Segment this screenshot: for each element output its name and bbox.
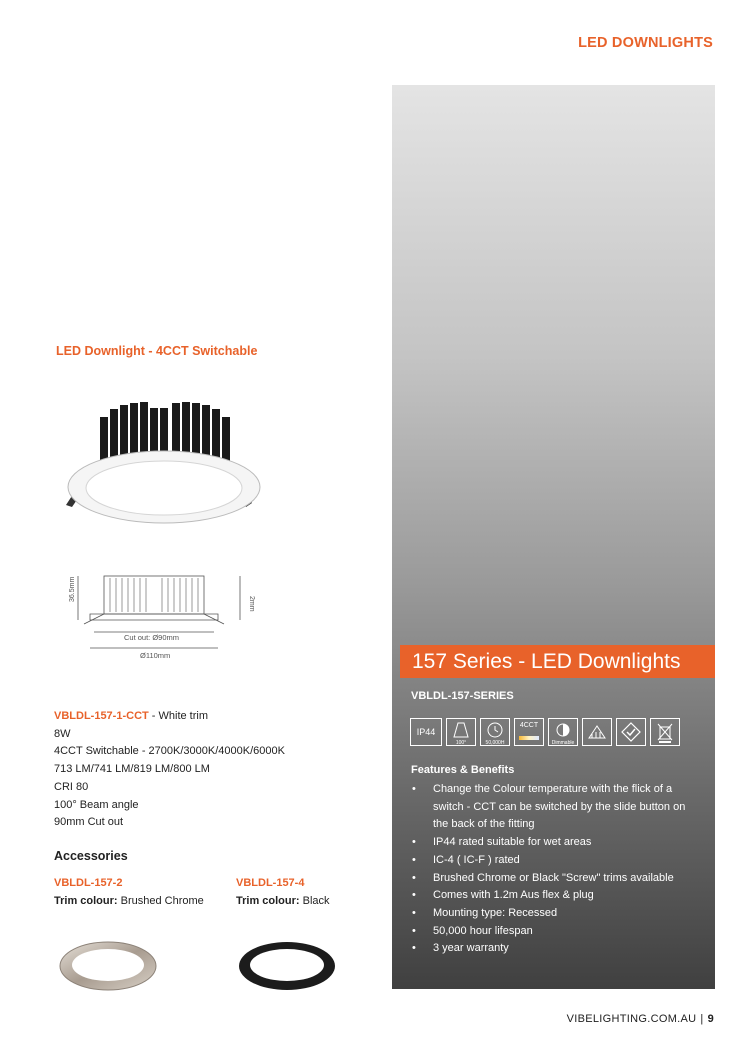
- spec-line: CRI 80: [54, 780, 89, 793]
- dim-cutout: Cut out: Ø90mm: [124, 633, 180, 642]
- spec-code-suffix: - White trim: [148, 710, 209, 722]
- accessory-code: VBLDL-157-2: [54, 877, 123, 889]
- downlight-photo: [52, 395, 272, 530]
- certification-icons: [410, 718, 680, 746]
- feature-item: • 50,000 hour lifespan: [411, 923, 701, 941]
- spec-line: 713 LM/741 LM/819 LM/800 LM: [54, 763, 210, 776]
- footer-site-link[interactable]: VIBELIGHTING.COM.AU: [566, 1013, 697, 1025]
- feature-item: • Mounting type: Recessed: [411, 905, 701, 923]
- dimension-drawing: [64, 568, 264, 663]
- 4cct-label: 4CCT: [519, 722, 539, 729]
- footer-separator: |: [700, 1013, 704, 1025]
- feature-item: • Brushed Chrome or Black "Screw" trims available: [411, 870, 701, 888]
- lifespan-icon: [480, 718, 510, 746]
- accessory-item: [236, 875, 330, 910]
- accessory-code: VBLDL-157-4: [236, 877, 305, 889]
- trim-label: Trim colour:: [54, 894, 118, 907]
- spec-line: 8W: [54, 727, 71, 740]
- section-header: LED DOWNLIGHTS: [578, 35, 713, 51]
- feature-item: • Comes with 1.2m Aus flex & plug: [411, 887, 701, 905]
- dimmable-icon: [548, 718, 578, 746]
- feature-item: • Change the Colour temperature with the flick of a switch - CCT can be switched by the slide button on the back of the fitting: [411, 781, 701, 834]
- product-title: LED Downlight - 4CCT Switchable: [56, 344, 258, 358]
- spec-code: VBLDL-157-1-CCT: [54, 710, 149, 722]
- dimmable-label: Dimmable: [551, 740, 575, 746]
- series-code: VBLDL-157-SERIES: [411, 690, 514, 702]
- feature-item: • IC-4 ( IC-F ) rated: [411, 852, 701, 870]
- chrome-trim-ring-image: [56, 938, 161, 993]
- black-trim-ring-image: [235, 938, 340, 993]
- feature-item: • IP44 rated suitable for wet areas: [411, 834, 701, 852]
- page-footer: [567, 1013, 714, 1025]
- spec-line: 90mm Cut out: [54, 816, 124, 829]
- accessories-title: Accessories: [54, 849, 128, 863]
- 4cct-icon: [514, 718, 544, 746]
- weee-bin-icon: [650, 718, 680, 746]
- ip44-icon: [410, 718, 442, 746]
- beam-angle-icon: [446, 718, 476, 746]
- product-spec: [54, 708, 285, 832]
- series-banner: 157 Series - LED Downlights: [400, 645, 715, 678]
- features-list: [411, 781, 701, 958]
- spec-line: 4CCT Switchable - 2700K/3000K/4000K/6000K: [54, 745, 285, 758]
- trim-value: Brushed Chrome: [117, 894, 204, 907]
- dim-side: 2mm: [248, 596, 255, 612]
- rcm-icon: [616, 718, 646, 746]
- ic4-icon: [582, 718, 612, 746]
- lifespan-label: 50,000H: [485, 740, 505, 746]
- dim-height: 36.5mm: [69, 576, 76, 602]
- spec-line: 100° Beam angle: [54, 798, 139, 811]
- beam-angle-label: 100°: [455, 740, 467, 746]
- accessory-item: [54, 875, 204, 910]
- page-number: 9: [707, 1013, 714, 1025]
- feature-item: • 3 year warranty: [411, 940, 701, 958]
- features-title: Features & Benefits: [411, 764, 515, 776]
- ip44-label: IP44: [416, 727, 436, 737]
- trim-label: Trim colour:: [236, 894, 300, 907]
- trim-value: Black: [299, 894, 330, 907]
- dim-diameter: Ø110mm: [140, 651, 171, 660]
